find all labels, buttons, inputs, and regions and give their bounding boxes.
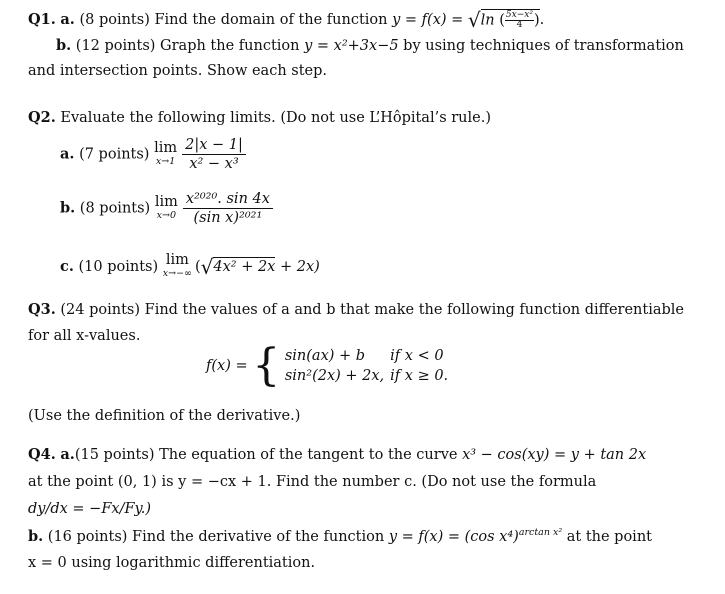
q2-intro: Evaluate the following limits. (Do not use L’Hôpital’s rule.) <box>60 110 492 126</box>
q1-label: Q1. <box>28 11 56 28</box>
q2-part-b <box>60 191 275 226</box>
q2-b-label: b. <box>60 199 76 217</box>
q4-label: Q4. <box>28 446 56 463</box>
q4-b-text-1: (16 points) Find the derivative of the function <box>47 528 389 545</box>
q4-a-curve: x³ − cos(xy) = y + tan 2x <box>462 447 647 463</box>
q3-case1-cond: if x < 0 <box>390 348 444 364</box>
q4-a-text-2: at the point (0, 1) is y = −cx + 1. Find the number c. (Do not use the formula <box>28 474 597 490</box>
lim-word: lim <box>154 193 178 210</box>
q4-part-b <box>28 527 652 545</box>
q1-a-numerator: 5x−x² <box>505 9 533 20</box>
q4-a-text-1: (15 points) The equation of the tangent to the curve <box>74 447 463 463</box>
q2-c-open: ( <box>194 259 201 275</box>
q2-b-numerator: x²⁰²⁰. sin 4x <box>183 191 273 209</box>
q2-b-denominator: (sin x)²⁰²¹ <box>193 210 263 226</box>
q2-c-end: + 2x) <box>275 259 320 275</box>
q1-b-text-3: and intersection points. Show each step. <box>28 63 328 79</box>
q1-b-label: b. <box>56 37 72 54</box>
q3-case2-expr: sin²(2x) + 2x, <box>284 368 385 384</box>
q1-a-label: a. <box>60 11 75 28</box>
q1-a-end: . <box>539 12 545 28</box>
q2-a-label: a. <box>60 145 75 163</box>
q3-piecewise <box>206 340 454 391</box>
q3-line-1 <box>28 301 684 318</box>
q4-b-func: y = f(x) = (cos x⁴) <box>388 528 519 545</box>
q2-b-limit <box>154 193 178 222</box>
lim-word: lim <box>154 139 178 156</box>
q3-case2-cond: if x ≥ 0. <box>390 368 449 384</box>
sqrt-symbol: √ <box>467 8 481 32</box>
q1-b-func: y = x²+3x−5 <box>304 38 399 54</box>
q2-a-fraction <box>182 137 246 172</box>
q3-case1-expr: sin(ax) + b <box>284 348 366 364</box>
q2-intro-line <box>28 109 491 126</box>
q1-a-radicand: ln ( $\frac{\text{5x−x²}}{4}$ ) <box>480 9 540 30</box>
q2-c-label: c. <box>60 258 74 275</box>
q3-label: Q3. <box>28 301 56 318</box>
q3-cases <box>285 346 454 386</box>
left-brace-icon: { <box>252 340 281 391</box>
q1-a-text: (8 points) Find the domain of the function <box>79 12 393 28</box>
q3-f-lhs: f(x) = <box>206 358 248 374</box>
q4-b-text-3: x = 0 using logarithmic differentiation. <box>28 555 316 571</box>
lim-subscript: x→−∞ <box>162 268 192 279</box>
q3-case-1 <box>285 346 454 366</box>
q4-a-text-3: dy/dx = −Fx/Fy.) <box>28 501 152 517</box>
q1-part-b <box>56 37 684 54</box>
lim-subscript: x→1 <box>155 155 176 167</box>
q1-b-text-2: by using techniques of transformation <box>398 38 684 54</box>
q2-label: Q2. <box>28 109 56 126</box>
lim-word: lim <box>165 252 189 268</box>
q4-b-exponent: arctan x² <box>518 527 563 538</box>
q1-b-text-1: (12 points) Graph the function <box>75 38 305 54</box>
q2-a-numerator: 2|x − 1| <box>182 137 246 155</box>
q2-b-points: (8 points) <box>79 200 151 217</box>
q1-a-ln: ln <box>480 12 495 28</box>
q1-a-func-lhs: y = f(x) = <box>392 12 468 28</box>
q2-c-limit <box>163 254 192 280</box>
q4-line-1 <box>28 446 646 463</box>
q2-part-c <box>60 254 320 280</box>
q2-b-fraction <box>183 191 273 226</box>
q2-a-limit <box>154 139 178 168</box>
q4-b-text-2: at the point <box>562 528 652 545</box>
q2-c-points: (10 points) <box>78 259 159 275</box>
q2-part-a <box>60 137 248 172</box>
q2-a-points: (7 points) <box>79 146 150 163</box>
q2-c-radicand: 4x² + 2x <box>213 259 276 275</box>
q4-b-label: b. <box>28 527 44 545</box>
q3-note: (Use the definition of the derivative.) <box>28 408 301 424</box>
q3-text-1: (24 points) Find the values of a and b that make the following function differentiable <box>60 302 685 318</box>
sqrt-symbol: √ <box>200 255 214 279</box>
q4-a-label: a. <box>60 446 75 463</box>
q1-part-a <box>28 8 544 32</box>
q2-a-denominator: x² − x³ <box>189 156 239 172</box>
q1-a-fraction <box>505 11 534 30</box>
lim-subscript: x→0 <box>156 209 177 221</box>
q3-case-2 <box>285 366 454 386</box>
q3-text-2: for all x-values. <box>28 328 141 344</box>
q1-a-denominator: 4 <box>516 19 523 30</box>
